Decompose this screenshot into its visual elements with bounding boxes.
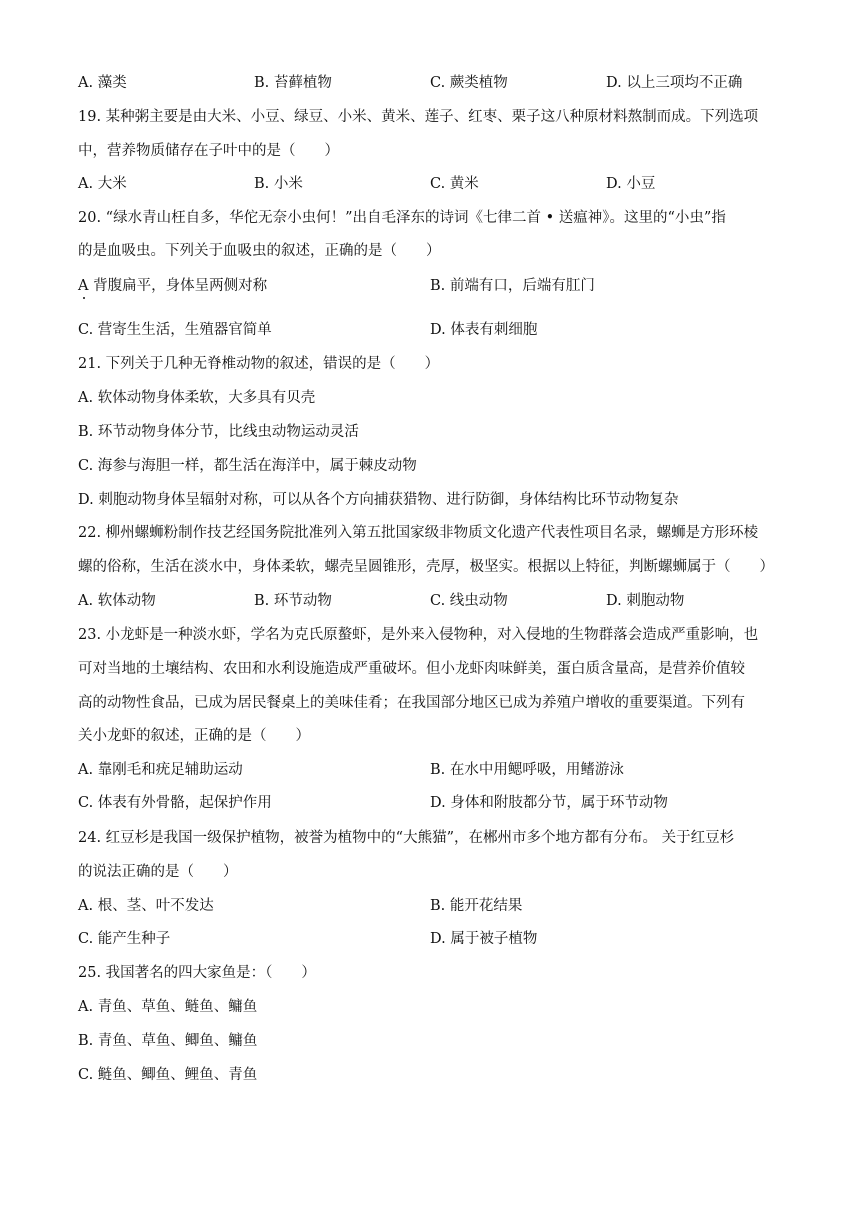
q19-stem-line-1: 19. 某种粥主要是由大米、小豆、绿豆、小米、黄米、莲子、红枣、栗子这八种原材料熬制而成。下列选项: [78, 109, 759, 125]
q22-option-c: C. 线虫动物: [430, 593, 508, 609]
q19-stem-line-2: 中，营养物质储存在子叶中的是（ ）: [78, 143, 339, 159]
q21-option-b: B. 环节动物身体分节，比线虫动物运动灵活: [78, 424, 359, 440]
q22-option-b: B. 环节动物: [254, 593, 332, 609]
q24-options-row-2: [78, 929, 798, 949]
q23-option-a: A. 靠刚毛和疣足辅助运动: [78, 762, 243, 778]
q22-option-d: D. 刺胞动物: [606, 593, 685, 609]
q24-options-row-1: [78, 896, 798, 916]
q21-stem-line-1: 21. 下列关于几种无脊椎动物的叙述，错误的是（ ）: [78, 356, 440, 372]
q22-stem-line-2: 螺的俗称，生活在淡水中，身体柔软，螺壳呈圆锥形，壳厚，极坚实。根据以上特征，判断螺蛳属于（ ）: [78, 559, 774, 575]
q20-options-row-2: [78, 320, 798, 340]
q25-stem-line-1: 25. 我国著名的四大家鱼是：（ ）: [78, 965, 316, 981]
q19-options: [78, 174, 798, 194]
q24-option-c: C. 能产生种子: [78, 931, 171, 947]
q19-option-a: A. 大米: [78, 176, 127, 192]
q23-stem-line-1: 23. 小龙虾是一种淡水虾，学名为克氏原螯虾，是外来入侵物种，对入侵地的生物群落会造成严重影响，也: [78, 627, 759, 643]
q23-option-d: D. 身体和附肢都分节，属于环节动物: [430, 795, 668, 811]
q24-option-d: D. 属于被子植物: [430, 931, 538, 947]
q18-option-b: B. 苔藓植物: [254, 75, 332, 91]
q19-option-b: B. 小米: [254, 176, 303, 192]
q24-option-b: B. 能开花结果: [430, 898, 523, 914]
q21-option-a: A. 软体动物身体柔软，大多具有贝壳: [78, 390, 316, 406]
q18-option-d: D. 以上三项均不正确: [606, 75, 743, 91]
q18-option-a: A. 藻类: [78, 75, 127, 91]
q18-option-c: C. 蕨类植物: [430, 75, 508, 91]
q24-option-a: A. 根、茎、叶不发达: [78, 898, 214, 914]
q19-option-d: D. 小豆: [606, 176, 656, 192]
q21-option-c: C. 海参与海胆一样，都生活在海洋中，属于棘皮动物: [78, 458, 417, 474]
stray-dot-mark: [83, 297, 85, 299]
q20-options-row-1: [78, 276, 798, 296]
q25-option-b: B. 青鱼、草鱼、鲫鱼、鳙鱼: [78, 1033, 258, 1049]
q22-stem-line-1: 22. 柳州螺蛳粉制作技艺经国务院批准列入第五批国家级非物质文化遗产代表性项目名录，螺蛳是方形环棱: [78, 525, 759, 541]
q20-stem-line-2: 的是血吸虫。下列关于血吸虫的叙述，正确的是（ ）: [78, 243, 441, 259]
q18-options: [78, 73, 798, 93]
q20-option-d: D. 体表有刺细胞: [430, 322, 538, 338]
q23-option-c: C. 体表有外骨骼，起保护作用: [78, 795, 272, 811]
q19-option-c: C. 黄米: [430, 176, 479, 192]
q21-option-d: D. 刺胞动物身体呈辐射对称，可以从各个方向捕获猎物、进行防御，身体结构比环节动物复杂: [78, 492, 679, 508]
q24-stem-line-1: 24. 红豆杉是我国一级保护植物，被誉为植物中的“大熊猫”，在郴州市多个地方都有分布。 关于红豆杉: [78, 830, 735, 846]
q20-option-b: B. 前端有口，后端有肛门: [430, 278, 595, 294]
q20-stem-line-1: 20. “绿水青山枉自多，华佗无奈小虫何！”出自毛泽东的诗词《七律二首 • 送瘟神》。这里的“小虫”指: [78, 210, 726, 226]
q20-option-c: C. 营寄生生活，生殖器官简单: [78, 322, 272, 338]
q23-options-row-1: [78, 760, 798, 780]
q22-option-a: A. 软体动物: [78, 593, 156, 609]
q25-option-a: A. 青鱼、草鱼、鲢鱼、鳙鱼: [78, 999, 258, 1015]
q24-stem-line-2: 的说法正确的是（ ）: [78, 864, 238, 880]
q23-stem-line-2: 可对当地的土壤结构、农田和水利设施造成严重破坏。但小龙虾肉味鲜美，蛋白质含量高，是营养价值较: [78, 661, 745, 677]
q22-options: [78, 591, 798, 611]
q23-option-b: B. 在水中用鳃呼吸，用鳍游泳: [430, 762, 624, 778]
q23-stem-line-3: 高的动物性食品，已成为居民餐桌上的美味佳肴；在我国部分地区已成为养殖户增收的重要渠道。下列有: [78, 695, 745, 711]
q23-options-row-2: [78, 793, 798, 813]
q20-option-a: A 背腹扁平，身体呈两侧对称: [78, 278, 268, 294]
q25-option-c: C. 鲢鱼、鲫鱼、鲤鱼、青鱼: [78, 1067, 258, 1083]
q23-stem-line-4: 关小龙虾的叙述，正确的是（ ）: [78, 728, 310, 744]
